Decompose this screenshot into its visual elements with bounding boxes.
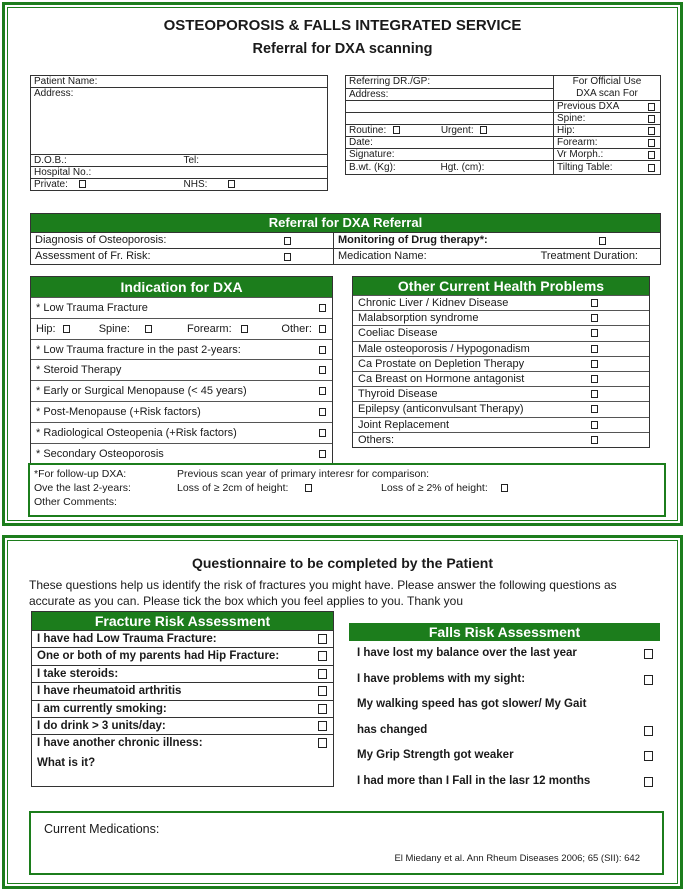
indication-item[interactable]: * Early or Surgical Menopause (< 45 years) — [31, 380, 332, 401]
checkbox[interactable] — [591, 421, 598, 429]
falls-risk-item[interactable]: has changed — [349, 718, 660, 744]
hospital-no-field[interactable]: Hospital No.: — [31, 167, 328, 179]
previous-dxa-checkbox[interactable] — [648, 103, 655, 111]
indication-item[interactable]: * Secondary Osteoporosis — [31, 443, 332, 464]
chronic-illness-item[interactable]: I have another chronic illness: What is it? — [32, 734, 333, 786]
health-problem-item[interactable]: Coeliac Disease — [353, 325, 649, 340]
fracture-risk-item[interactable]: I have had Low Trauma Fracture: — [32, 630, 333, 647]
falls-risk-item[interactable]: I had more than I Fall in the lasr 12 months — [349, 769, 660, 795]
falls-risk-heading: Falls Risk Assessment — [349, 623, 660, 641]
page-title: OSTEOPOROSIS & FALLS INTEGRATED SERVICE — [163, 17, 522, 34]
falls-risk-item[interactable]: I have problems with my sight: — [349, 667, 660, 693]
nhs-checkbox[interactable] — [228, 180, 235, 188]
forearm-checkbox[interactable] — [648, 139, 655, 147]
loss-pct-checkbox[interactable] — [501, 484, 508, 492]
falls-risk-item[interactable]: I have lost my balance over the last year — [349, 641, 660, 667]
nhs-option[interactable]: NHS: — [181, 179, 328, 191]
health-problem-item[interactable]: Ca Prostate on Depletion Therapy — [353, 356, 649, 371]
indication-item[interactable]: * Radiological Osteopenia (+Risk factors) — [31, 422, 332, 443]
questionnaire-intro: These questions help us identify the risk of fractures you might have. Please answer the following questions as accurate as you can. Please tick the box which you feel applies to you. Thank you — [29, 578, 617, 608]
referring-doctor-field[interactable]: Referring DR./GP: — [346, 76, 554, 89]
official-item-spine[interactable]: Spine: — [554, 113, 661, 125]
official-item-vr-morph[interactable]: Vr Morph.: — [554, 149, 661, 161]
official-item-forearm[interactable]: Forearm: — [554, 137, 661, 149]
dob-field[interactable]: D.O.B.: — [31, 155, 181, 167]
assessment-checkbox[interactable] — [284, 253, 291, 261]
medication-row[interactable]: Medication Name: Treatment Duration: — [338, 250, 638, 262]
monitoring-checkbox[interactable] — [599, 237, 606, 245]
checkbox[interactable] — [591, 299, 598, 307]
checkbox[interactable] — [318, 634, 327, 644]
spine-checkbox[interactable] — [648, 115, 655, 123]
checkbox[interactable] — [644, 675, 653, 685]
patient-name-field[interactable]: Patient Name: — [31, 76, 328, 88]
referral-heading: Referral for DXA Referral — [31, 214, 660, 232]
site-spine-checkbox[interactable] — [145, 325, 152, 333]
fracture-risk-heading: Fracture Risk Assessment — [32, 612, 333, 630]
vr-morph-checkbox[interactable] — [648, 151, 655, 159]
health-problem-item[interactable]: Ca Breast on Hormone antagonist — [353, 371, 649, 386]
health-problem-item[interactable]: Epilepsy (anticonvulsant Therapy) — [353, 401, 649, 416]
site-other-checkbox[interactable] — [319, 325, 326, 333]
diagnosis-checkbox[interactable] — [284, 237, 291, 245]
what-is-it-field[interactable]: What is it? — [37, 757, 96, 770]
indication-section — [30, 276, 333, 464]
checkbox[interactable] — [591, 329, 598, 337]
fracture-risk-item[interactable]: One or both of my parents had Hip Fracture: — [32, 647, 333, 664]
health-problem-item[interactable]: Chronic Liver / Kidnev Disease — [353, 295, 649, 310]
routine-checkbox[interactable] — [393, 126, 400, 134]
health-problems-section — [352, 276, 650, 448]
official-item-tilting-table[interactable]: Tilting Table: — [554, 161, 661, 175]
checkbox[interactable] — [318, 704, 327, 714]
referral-reason-section — [30, 213, 661, 265]
indication-item[interactable]: * Post-Menopause (+Risk factors) — [31, 401, 332, 422]
health-problem-item[interactable]: Male osteoporosis / Hypogonadism — [353, 341, 649, 356]
checkbox[interactable] — [318, 651, 327, 661]
referrer-address-field[interactable]: Address: — [346, 88, 554, 101]
loss-cm-checkbox[interactable] — [305, 484, 312, 492]
indication-heading: Indication for DXA — [31, 277, 332, 297]
current-medications-section[interactable] — [29, 811, 664, 875]
loss-cm-option[interactable]: Loss of ≥ 2cm of height: — [177, 481, 314, 495]
patient-details-table — [30, 75, 328, 191]
questionnaire-title: Questionnaire to be completed by the Patient — [191, 555, 494, 571]
diagnosis-option[interactable]: Diagnosis of Osteoporosis: — [31, 233, 334, 248]
signature-field[interactable]: Signature: — [346, 149, 554, 161]
fracture-risk-item[interactable]: I am currently smoking: — [32, 700, 333, 717]
checkbox[interactable] — [319, 346, 326, 354]
referrer-address-line2[interactable] — [346, 101, 554, 113]
current-medications-label: Current Medications: — [44, 822, 160, 836]
checkbox[interactable] — [591, 360, 598, 368]
assessment-option[interactable]: Assessment of Fr. Risk: — [31, 249, 334, 264]
private-checkbox[interactable] — [79, 180, 86, 188]
hip-checkbox[interactable] — [648, 127, 655, 135]
checkbox[interactable] — [591, 390, 598, 398]
checkbox[interactable] — [644, 751, 653, 761]
monitoring-option[interactable]: Monitoring of Drug therapy*: — [334, 233, 660, 248]
health-problem-item[interactable]: Joint Replacement — [353, 417, 649, 432]
health-problem-item[interactable]: Malabsorption syndrome — [353, 310, 649, 325]
date-field[interactable]: Date: — [346, 137, 554, 149]
citation: El Miedany et al. Ann Rheum Diseases 2006; 65 (SII): 642 — [394, 853, 640, 864]
official-item-previous-dxa[interactable]: Previous DXA — [554, 101, 661, 113]
checkbox[interactable] — [319, 429, 326, 437]
checkbox[interactable] — [318, 669, 327, 679]
site-forearm-checkbox[interactable] — [241, 325, 248, 333]
checkbox[interactable] — [318, 686, 327, 696]
checkbox[interactable] — [591, 345, 598, 353]
referrer-address-line3[interactable] — [346, 113, 554, 125]
priority-row: Routine: Urgent: — [346, 125, 554, 137]
checkbox[interactable] — [319, 387, 326, 395]
fracture-risk-item[interactable]: I do drink > 3 units/day: — [32, 717, 333, 734]
health-problem-item[interactable]: Others: — [353, 432, 649, 447]
followup-section: *For follow-up DXA: Previous scan year of primary interesr for comparison: Ove the last 2-years: Loss of ≥ 2cm of height: Loss of ≥ 2% of height: Other Comments: — [28, 463, 666, 517]
checkbox[interactable] — [319, 450, 326, 458]
falls-risk-item: My walking speed has got slower/ My Gait — [357, 698, 587, 710]
checkbox[interactable] — [319, 408, 326, 416]
checkbox[interactable] — [591, 405, 598, 413]
tilting-table-checkbox[interactable] — [648, 164, 655, 172]
site-hip-checkbox[interactable] — [63, 325, 70, 333]
falls-risk-section — [349, 623, 660, 794]
checkbox[interactable] — [591, 436, 598, 444]
questionnaire-panel — [2, 535, 683, 889]
urgent-checkbox[interactable] — [480, 126, 487, 134]
chronic-illness-checkbox[interactable] — [318, 738, 327, 748]
checkbox[interactable] — [644, 777, 653, 787]
fracture-risk-item[interactable]: I take steroids: — [32, 665, 333, 682]
checkbox[interactable] — [644, 726, 653, 736]
indication-item[interactable]: * Low Trauma fracture in the past 2-years: — [31, 339, 332, 360]
indication-item-low-trauma[interactable]: * Low Trauma Fracture — [31, 297, 332, 318]
loss-pct-option[interactable]: Loss of ≥ 2% of height: — [381, 481, 510, 495]
checkbox[interactable] — [591, 314, 598, 322]
health-problem-item[interactable]: Thyroid Disease — [353, 386, 649, 401]
checkbox[interactable] — [644, 649, 653, 659]
health-problems-heading: Other Current Health Problems — [353, 277, 649, 295]
fracture-risk-section — [31, 611, 334, 787]
fracture-sites-row: Hip: Spine: Forearm: Other: — [31, 318, 332, 339]
patient-address-field[interactable]: Address: — [31, 88, 328, 155]
checkbox[interactable] — [318, 721, 327, 731]
checkbox[interactable] — [591, 375, 598, 383]
falls-risk-item[interactable]: My Grip Strength got weaker — [349, 743, 660, 769]
other-comments-field[interactable]: Other Comments: — [34, 496, 117, 508]
indication-item[interactable]: * Steroid Therapy — [31, 359, 332, 380]
tel-field[interactable]: Tel: — [181, 155, 328, 167]
official-item-hip[interactable]: Hip: — [554, 125, 661, 137]
checkbox[interactable] — [319, 366, 326, 374]
referral-panel — [2, 2, 683, 526]
official-use-heading: For Official Use DXA scan For — [554, 76, 661, 101]
low-trauma-checkbox[interactable] — [319, 304, 326, 312]
previous-scan-field[interactable]: Previous scan year of primary interesr for comparison: — [177, 468, 430, 480]
page-subtitle: Referral for DXA scanning — [252, 41, 433, 57]
referrer-details-table — [345, 75, 661, 175]
private-option[interactable]: Private: — [31, 179, 181, 191]
fracture-risk-item[interactable]: I have rheumatoid arthritis — [32, 682, 333, 699]
weight-height-row[interactable]: B.wt. (Kg): Hgt. (cm): — [346, 161, 554, 175]
